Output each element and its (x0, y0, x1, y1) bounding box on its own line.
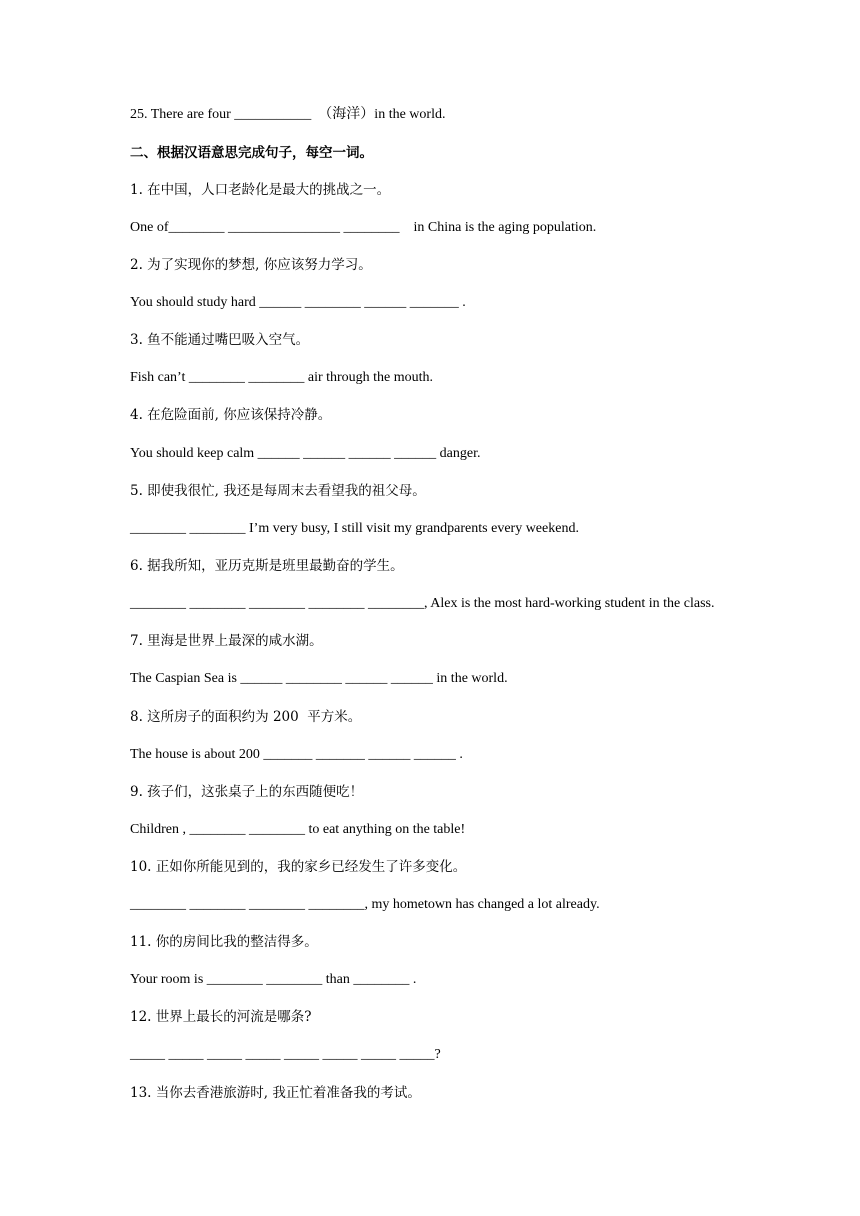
item-10-english: ________ ________ ________ ________, my hometown has changed a lot already. (130, 897, 600, 912)
item-5-chinese: 5. 即使我很忙, 我还是每周末去看望我的祖父母。 (130, 483, 426, 499)
item-4-english: You should keep calm ______ ______ ______ ______ danger. (130, 446, 481, 461)
item-1-english: One of________ ________________ ________ in China is the aging population. (130, 220, 597, 235)
item-12-english: _____ _____ _____ _____ _____ _____ _____ _____? (130, 1047, 441, 1062)
item-8-english: The house is about 200 _______ _______ ______ ______ . (130, 747, 463, 762)
item-1-chinese: 1. 在中国，人口老龄化是最大的挑战之一。 (130, 182, 391, 198)
question-25: 25. There are four ___________ （海洋）in the world. (130, 107, 446, 122)
item-9-chinese: 9. 孩子们，这张桌子上的东西随便吃！ (130, 784, 364, 800)
item-7-english: The Caspian Sea is ______ ________ ______ ______ in the world. (130, 671, 508, 686)
item-13-chinese: 13. 当你去香港旅游时, 我正忙着准备我的考试。 (130, 1085, 421, 1101)
item-6-chinese: 6. 据我所知，亚历克斯是班里最勤奋的学生。 (130, 558, 404, 574)
section-heading: 二、根据汉语意思完成句子，每空一词。 (130, 145, 373, 161)
item-9-english: Children , ________ ________ to eat anything on the table! (130, 822, 466, 837)
item-3-english: Fish can’t ________ ________ air through the mouth. (130, 370, 434, 385)
item-2-chinese: 2. 为了实现你的梦想, 你应该努力学习。 (130, 257, 372, 273)
item-2-english: You should study hard ______ ________ ______ _______ . (130, 295, 466, 310)
item-7-chinese: 7. 里海是世界上最深的咸水湖。 (130, 633, 323, 649)
item-3-chinese: 3. 鱼不能通过嘴巴吸入空气。 (130, 332, 310, 348)
item-12-chinese: 12. 世界上最长的河流是哪条? (130, 1009, 312, 1025)
item-11-english: Your room is ________ ________ than ________ . (130, 972, 417, 987)
item-4-chinese: 4. 在危险面前, 你应该保持冷静。 (130, 407, 332, 423)
item-5-english: ________ ________ I’m very busy, I still visit my grandparents every weekend. (130, 521, 579, 536)
item-8-chinese: 8. 这所房子的面积约为 200 平方米。 (130, 709, 362, 725)
item-10-chinese: 10. 正如你所能见到的，我的家乡已经发生了许多变化。 (130, 859, 467, 875)
item-6-english: ________ ________ ________ ________ ________, Alex is the most hard-working student in the class. (130, 596, 715, 611)
item-11-chinese: 11. 你的房间比我的整洁得多。 (130, 934, 318, 950)
